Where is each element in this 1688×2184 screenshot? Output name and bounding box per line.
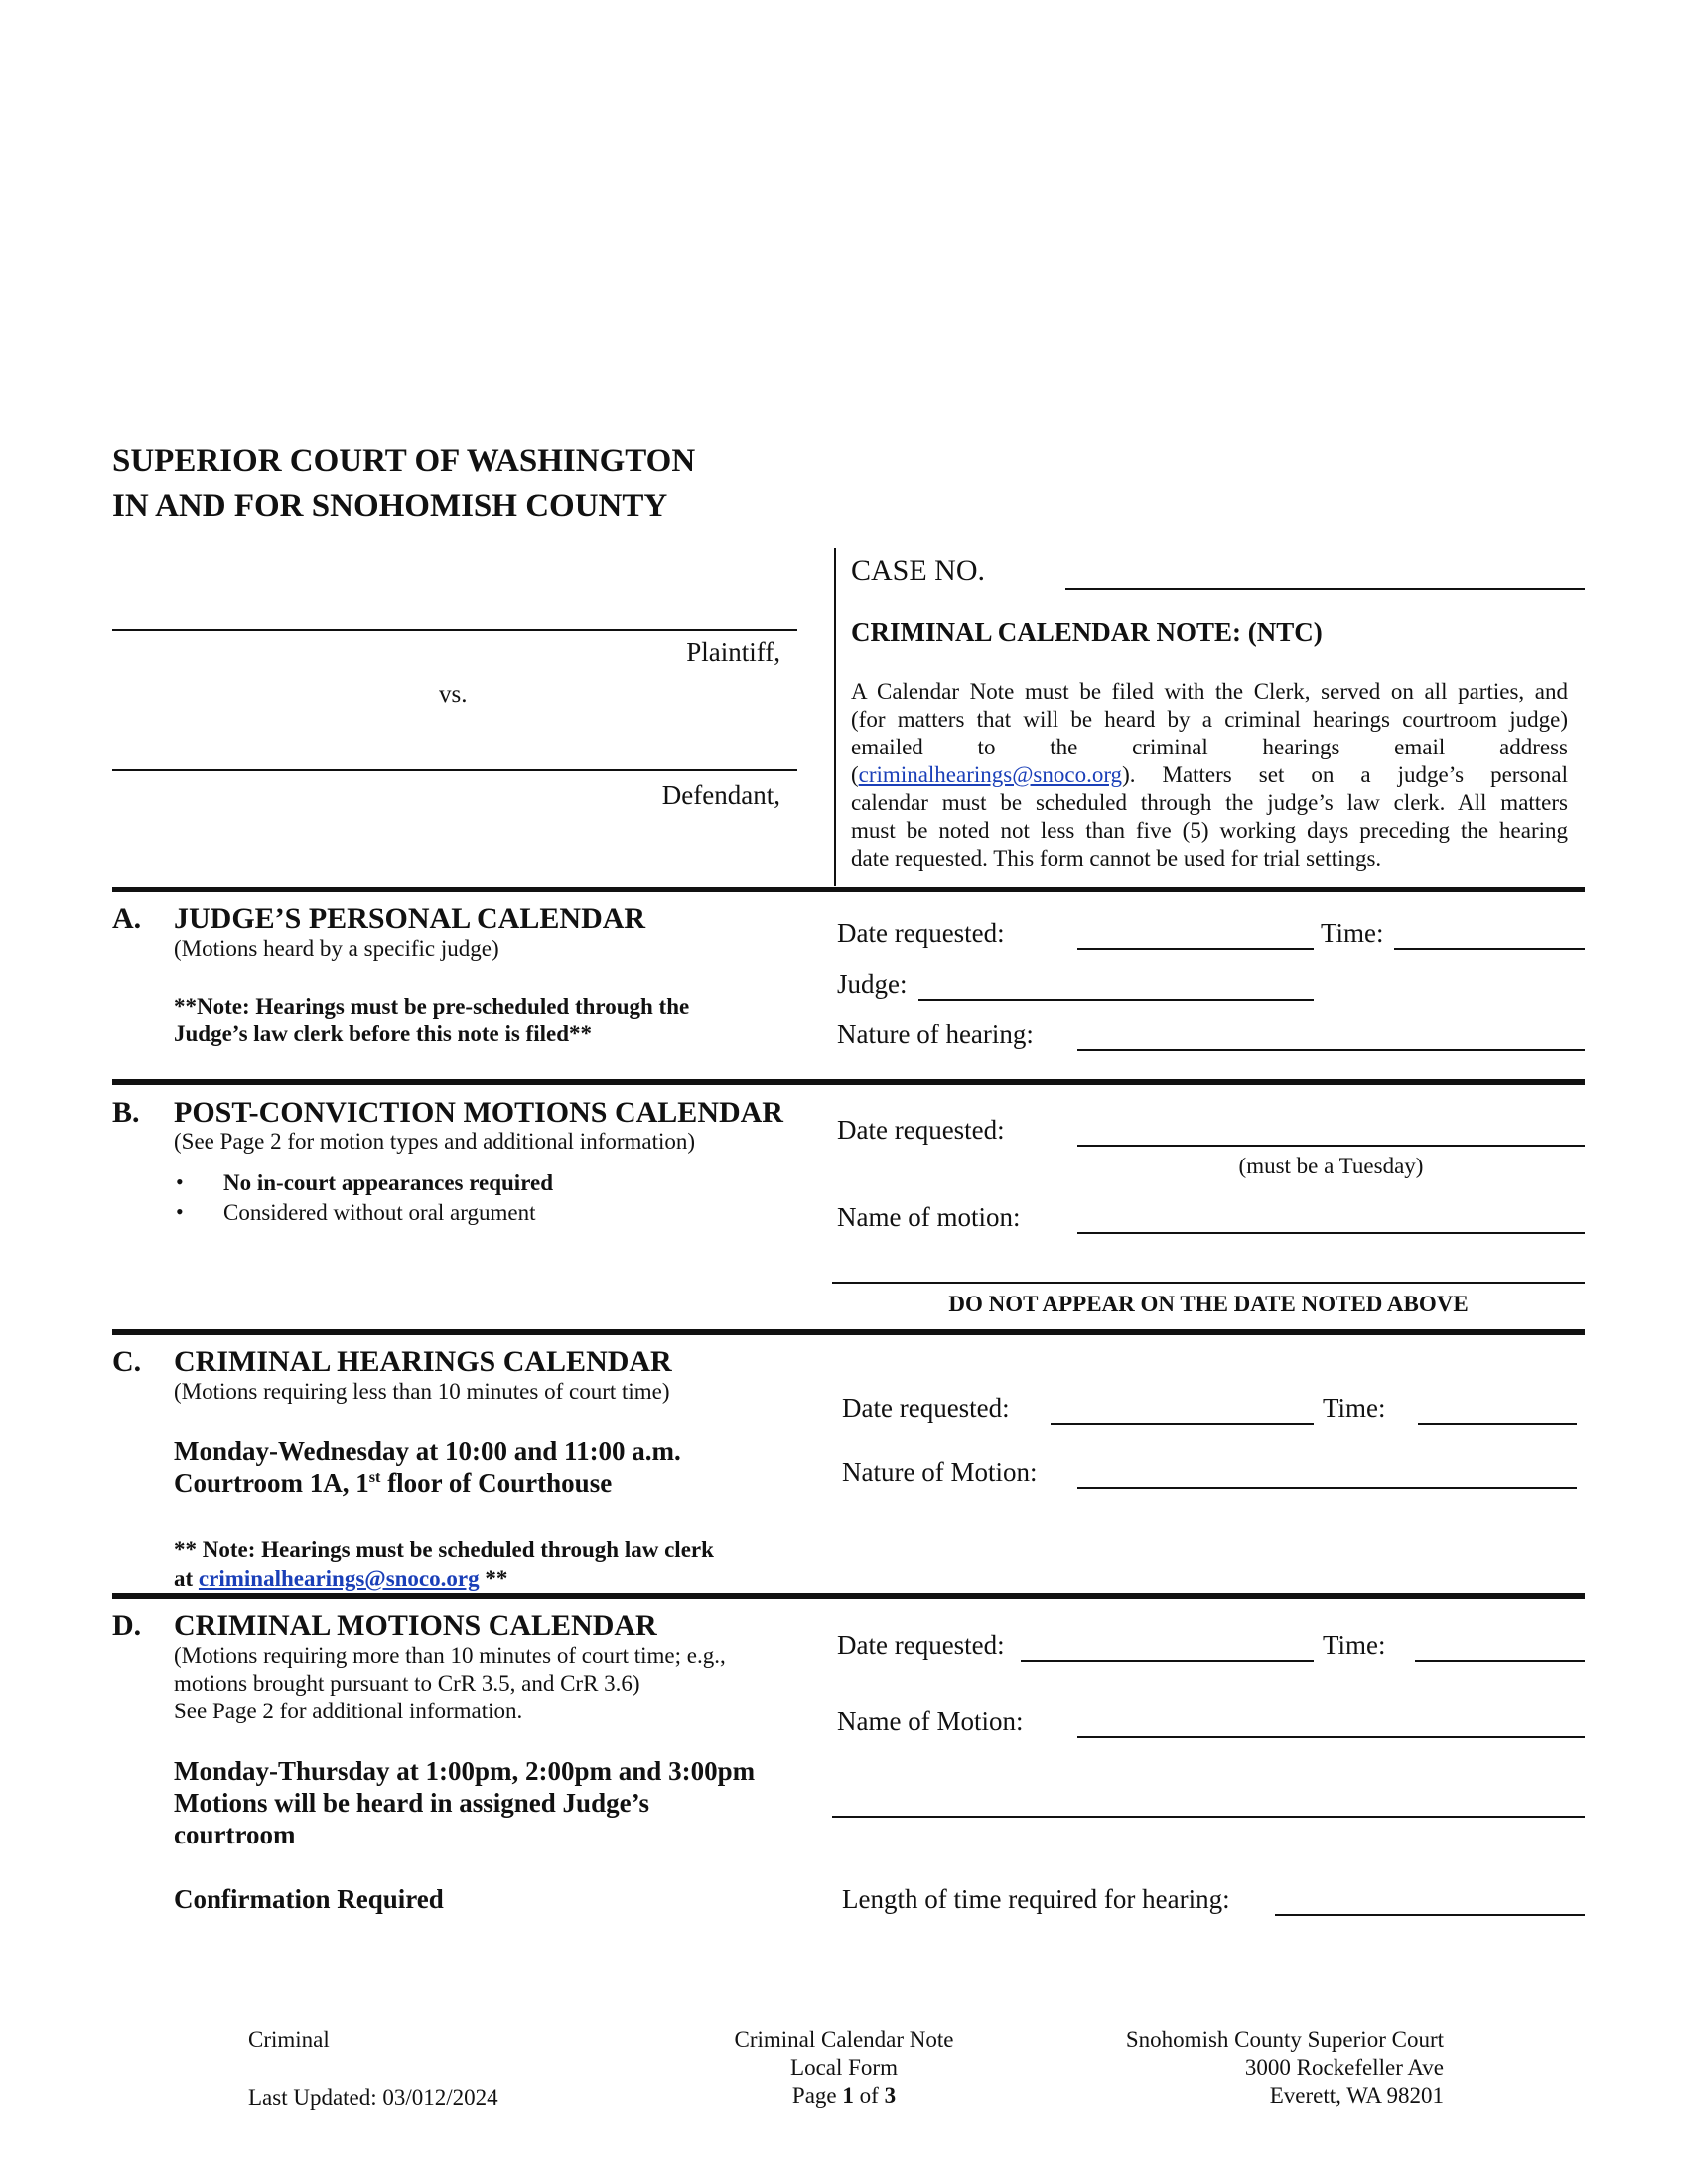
b-date-field[interactable]: [1077, 1145, 1585, 1147]
c-nature-label: Nature of Motion:: [842, 1457, 1038, 1487]
page-mid: of: [853, 2083, 885, 2108]
a-time-label: Time:: [1321, 918, 1384, 948]
divider-b: [112, 1079, 1585, 1085]
a-judge-label: Judge:: [837, 969, 908, 999]
page-total: 3: [884, 2083, 897, 2108]
defendant-line[interactable]: [112, 769, 797, 771]
court-header: [112, 438, 695, 529]
section-d-schedule-line3: courtroom: [174, 1820, 296, 1849]
section-d-schedule: [174, 1755, 755, 1850]
plaintiff-line[interactable]: [112, 629, 797, 631]
b-extra-line[interactable]: [832, 1282, 1585, 1284]
d-date-label: Date requested:: [837, 1630, 1005, 1660]
note-line-5: calendar must be scheduled through the judge’s law clerk. All matters: [851, 790, 1568, 815]
a-date-field[interactable]: [1077, 948, 1314, 950]
d-motion-field-2[interactable]: [832, 1816, 1585, 1818]
section-d-letter: D.: [112, 1609, 142, 1642]
a-judge-field[interactable]: [918, 999, 1314, 1001]
section-c-note-line2: [174, 1566, 507, 1593]
section-d-sub-line3: See Page 2 for additional information.: [174, 1699, 523, 1723]
section-a-title: JUDGE’S PERSONAL CALENDAR: [174, 902, 646, 935]
note-paragraph: [851, 678, 1568, 873]
caption-divider: [834, 548, 836, 886]
d-length-label: Length of time required for hearing:: [842, 1884, 1230, 1914]
note-after-email: ). Matters set on a judge’s personal: [1122, 762, 1568, 787]
section-b-bullet-2: Considered without oral argument: [223, 1200, 536, 1225]
section-d-subtitle: [174, 1642, 726, 1725]
section-c-title: CRIMINAL HEARINGS CALENDAR: [174, 1345, 672, 1378]
section-d-schedule-line1: Monday-Thursday at 1:00pm, 2:00pm and 3:00pm: [174, 1756, 756, 1786]
note-at: at: [174, 1567, 199, 1591]
note-line-7: date requested. This form cannot be used for trial settings.: [851, 846, 1382, 871]
d-date-field[interactable]: [1021, 1660, 1314, 1662]
criminal-hearings-email-link[interactable]: criminalhearings@snoco.org: [858, 762, 1123, 787]
d-time-label: Time:: [1323, 1630, 1386, 1660]
section-b-title: POST-CONVICTION MOTIONS CALENDAR: [174, 1096, 783, 1129]
criminal-hearings-email-link-2[interactable]: criminalhearings@snoco.org: [198, 1567, 480, 1591]
bullet-dot-2: •: [176, 1199, 184, 1224]
section-c-letter: C.: [112, 1345, 142, 1378]
section-d-title: CRIMINAL MOTIONS CALENDAR: [174, 1609, 657, 1642]
note-line-3: emailed to the criminal hearings email address: [851, 735, 1568, 759]
section-b-letter: B.: [112, 1096, 140, 1129]
section-b-bullet-1: No in-court appearances required: [223, 1170, 553, 1195]
section-d-confirmation: Confirmation Required: [174, 1884, 444, 1914]
a-date-label: Date requested:: [837, 918, 1005, 948]
note-line-1: A Calendar Note must be filed with the Clerk, served on all parties, and: [851, 679, 1568, 704]
divider-d: [112, 1593, 1585, 1599]
section-b-subtitle: (See Page 2 for motion types and additional information): [174, 1129, 696, 1154]
section-a-note: [174, 993, 689, 1048]
b-date-label: Date requested:: [837, 1115, 1005, 1145]
footer-form-type: Local Form: [790, 2055, 898, 2080]
d-motion-field[interactable]: [1077, 1736, 1585, 1738]
b-must-be-tuesday: (must be a Tuesday): [1238, 1154, 1424, 1178]
case-no-label: CASE NO.: [851, 554, 986, 587]
footer-updated: Last Updated: 03/012/2024: [248, 2085, 498, 2110]
c-nature-field[interactable]: [1077, 1487, 1577, 1489]
footer-org-line3: Everett, WA 98201: [1269, 2083, 1444, 2108]
section-a-subtitle: (Motions heard by a specific judge): [174, 936, 499, 961]
courtroom-text: Courtroom 1A, 1: [174, 1468, 369, 1498]
footer-page-number: [695, 2082, 993, 2110]
b-warning: DO NOT APPEAR ON THE DATE NOTED ABOVE: [948, 1292, 1469, 1316]
d-time-field[interactable]: [1415, 1660, 1585, 1662]
section-a-letter: A.: [112, 902, 142, 935]
note-title: CRIMINAL CALENDAR NOTE: (NTC): [851, 617, 1323, 647]
section-c-schedule: Monday-Wednesday at 10:00 and 11:00 a.m.: [174, 1436, 681, 1466]
footer-org-line1: Snohomish County Superior Court: [1125, 2027, 1444, 2052]
d-length-field[interactable]: [1275, 1914, 1585, 1916]
a-time-field[interactable]: [1394, 948, 1585, 950]
court-name-line2: IN AND FOR SNOHOMISH COUNTY: [112, 488, 668, 524]
page-num: 1: [842, 2083, 854, 2108]
divider-a: [112, 887, 1585, 892]
section-c-subtitle: (Motions requiring less than 10 minutes of court time): [174, 1379, 670, 1404]
defendant-label: Defendant,: [661, 780, 780, 810]
vs-label: vs.: [439, 681, 468, 708]
note-line-2: (for matters that will be heard by a criminal hearings courtroom judge): [851, 707, 1568, 732]
b-motion-label: Name of motion:: [837, 1202, 1021, 1232]
divider-c: [112, 1329, 1585, 1335]
footer-form: [695, 2026, 993, 2110]
note-line-6: must be noted not less than five (5) working days preceding the hearing: [851, 818, 1568, 843]
section-d-schedule-line2: Motions will be heard in assigned Judge’s: [174, 1788, 650, 1818]
court-name-line1: SUPERIOR COURT OF WASHINGTON: [112, 443, 696, 478]
courtroom-ordinal: st: [368, 1468, 381, 1486]
b-motion-field[interactable]: [1077, 1232, 1585, 1234]
footer-org: [1053, 2026, 1444, 2110]
section-a-note-line1: **Note: Hearings must be pre-scheduled through the: [174, 994, 690, 1019]
a-nature-label: Nature of hearing:: [837, 1020, 1034, 1049]
section-a-note-line2: Judge’s law clerk before this note is filed**: [174, 1022, 592, 1046]
c-date-label: Date requested:: [842, 1393, 1010, 1423]
case-no-field[interactable]: [1065, 588, 1585, 590]
note-line-4: [851, 761, 1568, 789]
note-open-paren: (: [851, 762, 859, 787]
note-end: **: [479, 1567, 508, 1591]
footer-form-title: Criminal Calendar Note: [734, 2027, 954, 2052]
c-time-field[interactable]: [1418, 1423, 1577, 1425]
courtroom-floor: floor of Courthouse: [380, 1468, 613, 1498]
section-d-sub-line2: motions brought pursuant to CrR 3.5, and CrR 3.6): [174, 1671, 640, 1696]
a-nature-field[interactable]: [1077, 1049, 1585, 1051]
section-d-sub-line1: (Motions requiring more than 10 minutes of court time; e.g.,: [174, 1643, 726, 1668]
page-pre: Page: [791, 2083, 843, 2108]
plaintiff-label: Plaintiff,: [686, 637, 780, 667]
footer-category: Criminal: [248, 2027, 330, 2052]
c-date-field[interactable]: [1051, 1423, 1314, 1425]
footer-org-line2: 3000 Rockefeller Ave: [1244, 2055, 1444, 2080]
c-time-label: Time:: [1323, 1393, 1386, 1423]
bullet-dot-1: •: [176, 1169, 184, 1194]
d-motion-label: Name of Motion:: [837, 1706, 1024, 1736]
section-c-courtroom: [174, 1467, 612, 1499]
section-c-note-line1: ** Note: Hearings must be scheduled through law clerk: [174, 1537, 714, 1562]
